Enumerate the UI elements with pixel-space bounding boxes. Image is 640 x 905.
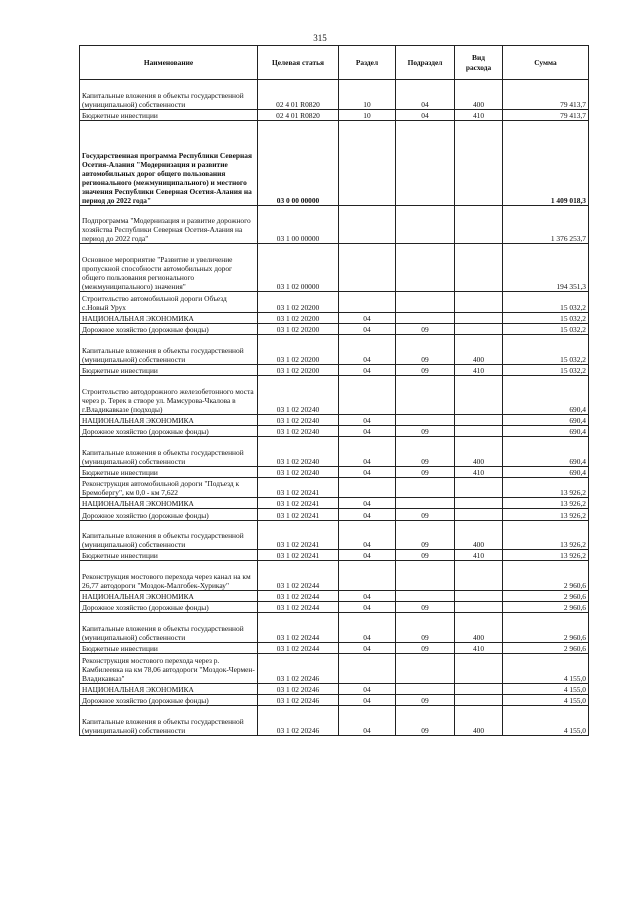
cell-article: 03 1 02 20240 — [258, 425, 339, 436]
cell-expense-type — [455, 477, 503, 497]
cell-article: 03 1 02 20200 — [258, 335, 339, 365]
cell-expense-type — [455, 561, 503, 591]
cell-section: 04 — [339, 466, 396, 477]
cell-section: 04 — [339, 683, 396, 694]
cell-subsection — [396, 414, 455, 425]
cell-name: Бюджетные инвестиции — [80, 364, 258, 375]
table-row — [80, 550, 589, 561]
table-row — [80, 683, 589, 694]
cell-section: 04 — [339, 414, 396, 425]
budget-table — [79, 45, 589, 736]
cell-article: 03 1 02 20200 — [258, 312, 339, 323]
cell-sum: 4 155,0 — [503, 654, 589, 684]
cell-sum: 13 926,2 — [503, 477, 589, 497]
cell-section — [339, 654, 396, 684]
cell-section — [339, 292, 396, 312]
cell-section: 04 — [339, 642, 396, 653]
cell-sum: 2 960,6 — [503, 642, 589, 653]
table-row — [80, 205, 589, 244]
cell-article: 03 1 02 20246 — [258, 654, 339, 684]
cell-expense-type: 400 — [455, 80, 503, 110]
cell-article: 03 1 02 20240 — [258, 375, 339, 414]
cell-article: 03 1 02 20244 — [258, 602, 339, 613]
table-row — [80, 244, 589, 292]
cell-subsection — [396, 683, 455, 694]
cell-article: 03 1 02 20200 — [258, 292, 339, 312]
cell-subsection — [396, 292, 455, 312]
cell-article: 03 1 02 00000 — [258, 244, 339, 292]
cell-article: 03 1 02 20246 — [258, 683, 339, 694]
cell-sum: 15 032,2 — [503, 323, 589, 334]
cell-section: 04 — [339, 520, 396, 550]
cell-name: Основное мероприятие "Развитие и увеличение пропускной способности автомобильных дорог общего пользования регионального (межмуниципального) значения" — [80, 244, 258, 292]
cell-sum: 4 155,0 — [503, 683, 589, 694]
table-row — [80, 509, 589, 520]
cell-expense-type: 400 — [455, 706, 503, 736]
cell-name: НАЦИОНАЛЬНАЯ ЭКОНОМИКА — [80, 414, 258, 425]
cell-expense-type — [455, 602, 503, 613]
cell-name: Бюджетные инвестиции — [80, 642, 258, 653]
cell-sum: 4 155,0 — [503, 694, 589, 705]
table-row — [80, 706, 589, 736]
cell-name: Капитальные вложения в объекты государственной (муниципальной) собственности — [80, 613, 258, 643]
cell-expense-type — [455, 375, 503, 414]
cell-name: Бюджетные инвестиции — [80, 109, 258, 120]
cell-name: Подпрограмма "Модернизация и развитие дорожного хозяйства Республики Северная Осетия-Алания на период до 2022 года" — [80, 205, 258, 244]
table-row — [80, 466, 589, 477]
table-row — [80, 437, 589, 467]
table-row — [80, 375, 589, 414]
cell-sum: 13 926,2 — [503, 550, 589, 561]
cell-sum: 1 409 018,3 — [503, 120, 589, 205]
table-row — [80, 602, 589, 613]
table-row — [80, 613, 589, 643]
table-row — [80, 654, 589, 684]
cell-section: 10 — [339, 109, 396, 120]
cell-section — [339, 244, 396, 292]
cell-article: 03 0 00 00000 — [258, 120, 339, 205]
cell-article: 03 1 02 20240 — [258, 414, 339, 425]
cell-article: 03 1 00 00000 — [258, 205, 339, 244]
cell-name: Реконструкция автомобильной дороги "Подъезд к Бремобергу", км 0,0 - км 7,622 — [80, 477, 258, 497]
cell-sum: 13 926,2 — [503, 498, 589, 509]
cell-name: Строительство автомобильной дороги Объезд с.Новый Урух — [80, 292, 258, 312]
cell-expense-type: 410 — [455, 550, 503, 561]
cell-subsection — [396, 498, 455, 509]
cell-sum: 2 960,6 — [503, 561, 589, 591]
cell-sum: 690,4 — [503, 466, 589, 477]
cell-subsection: 04 — [396, 109, 455, 120]
cell-name: Капитальные вложения в объекты государственной (муниципальной) собственности — [80, 706, 258, 736]
cell-article: 03 1 02 20241 — [258, 520, 339, 550]
table-row — [80, 498, 589, 509]
cell-name: НАЦИОНАЛЬНАЯ ЭКОНОМИКА — [80, 312, 258, 323]
cell-sum: 690,4 — [503, 414, 589, 425]
table-row — [80, 120, 589, 205]
cell-section: 04 — [339, 364, 396, 375]
cell-sum: 79 413,7 — [503, 109, 589, 120]
cell-expense-type — [455, 425, 503, 436]
header-sum: Сумма — [503, 46, 589, 80]
table-row — [80, 520, 589, 550]
cell-subsection — [396, 654, 455, 684]
cell-subsection: 09 — [396, 425, 455, 436]
cell-subsection: 09 — [396, 613, 455, 643]
cell-expense-type — [455, 292, 503, 312]
cell-article: 03 1 02 20200 — [258, 364, 339, 375]
cell-sum: 690,4 — [503, 437, 589, 467]
cell-section: 04 — [339, 425, 396, 436]
cell-subsection — [396, 561, 455, 591]
cell-sum: 2 960,6 — [503, 602, 589, 613]
cell-sum: 15 032,2 — [503, 364, 589, 375]
cell-article: 03 1 02 20241 — [258, 509, 339, 520]
cell-name: Капитальные вложения в объекты государственной (муниципальной) собственности — [80, 437, 258, 467]
cell-expense-type: 400 — [455, 437, 503, 467]
cell-expense-type — [455, 312, 503, 323]
cell-subsection: 09 — [396, 509, 455, 520]
cell-article: 02 4 01 R0820 — [258, 109, 339, 120]
cell-article: 03 1 02 20244 — [258, 642, 339, 653]
cell-subsection: 09 — [396, 520, 455, 550]
header-subsection: Подраздел — [396, 46, 455, 80]
cell-sum: 1 376 253,7 — [503, 205, 589, 244]
cell-section: 10 — [339, 80, 396, 110]
cell-sum: 2 960,6 — [503, 613, 589, 643]
cell-name: Государственная программа Республики Северная Осетия-Алания "Модернизация и развитие автомобильных дорог общего пользования регионального (межмуниципального) и местного значения Республики Северная Осетия-Алания на период до 2022 года" — [80, 120, 258, 205]
cell-expense-type: 410 — [455, 364, 503, 375]
page-number: 315 — [313, 33, 327, 43]
table-row — [80, 694, 589, 705]
cell-subsection: 04 — [396, 80, 455, 110]
cell-expense-type: 400 — [455, 520, 503, 550]
cell-subsection: 09 — [396, 335, 455, 365]
table-row — [80, 591, 589, 602]
cell-sum: 15 032,2 — [503, 335, 589, 365]
cell-section: 04 — [339, 323, 396, 334]
table-row — [80, 642, 589, 653]
cell-name: Реконструкция мостового перехода через р. Камбилеевка на км 78,06 автодороги "Моздок-Чермен-Владикавказ" — [80, 654, 258, 684]
cell-subsection: 09 — [396, 466, 455, 477]
cell-article: 03 1 02 20244 — [258, 561, 339, 591]
cell-name: Бюджетные инвестиции — [80, 466, 258, 477]
cell-section — [339, 477, 396, 497]
cell-section: 04 — [339, 591, 396, 602]
cell-expense-type — [455, 323, 503, 334]
cell-name: Капитальные вложения в объекты государственной (муниципальной) собственности — [80, 520, 258, 550]
cell-subsection — [396, 244, 455, 292]
cell-subsection: 09 — [396, 364, 455, 375]
cell-name: НАЦИОНАЛЬНАЯ ЭКОНОМИКА — [80, 591, 258, 602]
table-row — [80, 323, 589, 334]
cell-name: Строительство автодорожного железобетонного моста через р. Терек в створе ул. Мамсурова-Чкалова в г.Владикавказе (подходы) — [80, 375, 258, 414]
cell-section: 04 — [339, 312, 396, 323]
cell-article: 03 1 02 20241 — [258, 550, 339, 561]
cell-section: 04 — [339, 509, 396, 520]
cell-article: 03 1 02 20244 — [258, 591, 339, 602]
cell-article: 02 4 01 R0820 — [258, 80, 339, 110]
cell-expense-type — [455, 498, 503, 509]
cell-expense-type: 410 — [455, 466, 503, 477]
cell-subsection: 09 — [396, 642, 455, 653]
table-row — [80, 312, 589, 323]
cell-article: 03 1 02 20240 — [258, 466, 339, 477]
cell-expense-type: 400 — [455, 335, 503, 365]
cell-subsection — [396, 375, 455, 414]
cell-subsection — [396, 591, 455, 602]
cell-expense-type: 400 — [455, 613, 503, 643]
table-row — [80, 80, 589, 110]
cell-sum: 15 032,2 — [503, 312, 589, 323]
table-row — [80, 414, 589, 425]
cell-section — [339, 375, 396, 414]
cell-subsection — [396, 205, 455, 244]
cell-sum: 690,4 — [503, 425, 589, 436]
cell-section: 04 — [339, 602, 396, 613]
table-header-row — [80, 46, 589, 80]
cell-name: Капитальные вложения в объекты государственной (муниципальной) собственности — [80, 80, 258, 110]
cell-sum: 690,4 — [503, 375, 589, 414]
cell-name: Дорожное хозяйство (дорожные фонды) — [80, 323, 258, 334]
cell-expense-type — [455, 120, 503, 205]
table-row — [80, 109, 589, 120]
cell-article: 03 1 02 20241 — [258, 477, 339, 497]
cell-subsection: 09 — [396, 706, 455, 736]
cell-name: НАЦИОНАЛЬНАЯ ЭКОНОМИКА — [80, 498, 258, 509]
cell-expense-type — [455, 244, 503, 292]
cell-expense-type — [455, 654, 503, 684]
table-row — [80, 477, 589, 497]
cell-sum: 4 155,0 — [503, 706, 589, 736]
cell-name: Дорожное хозяйство (дорожные фонды) — [80, 602, 258, 613]
cell-subsection: 09 — [396, 694, 455, 705]
cell-article: 03 1 02 20246 — [258, 706, 339, 736]
cell-subsection — [396, 120, 455, 205]
cell-sum: 2 960,6 — [503, 591, 589, 602]
cell-section — [339, 120, 396, 205]
cell-section — [339, 205, 396, 244]
table-body — [80, 80, 589, 736]
table-row — [80, 292, 589, 312]
table-row — [80, 425, 589, 436]
header-name: Наименование — [80, 46, 258, 80]
cell-name: Дорожное хозяйство (дорожные фонды) — [80, 694, 258, 705]
cell-sum: 13 926,2 — [503, 520, 589, 550]
cell-expense-type — [455, 205, 503, 244]
cell-expense-type — [455, 414, 503, 425]
cell-expense-type — [455, 683, 503, 694]
cell-name: НАЦИОНАЛЬНАЯ ЭКОНОМИКА — [80, 683, 258, 694]
cell-article: 03 1 02 20241 — [258, 498, 339, 509]
cell-article: 03 1 02 20240 — [258, 437, 339, 467]
cell-name: Капитальные вложения в объекты государственной (муниципальной) собственности — [80, 335, 258, 365]
cell-article: 03 1 02 20244 — [258, 613, 339, 643]
cell-sum: 13 926,2 — [503, 509, 589, 520]
table-row — [80, 335, 589, 365]
cell-name: Дорожное хозяйство (дорожные фонды) — [80, 425, 258, 436]
cell-subsection — [396, 477, 455, 497]
cell-section: 04 — [339, 613, 396, 643]
table-row — [80, 364, 589, 375]
cell-name: Реконструкция мостового перехода через канал на км 26,77 автодороги "Моздок-Малгобек-Хурикау" — [80, 561, 258, 591]
cell-article: 03 1 02 20200 — [258, 323, 339, 334]
cell-subsection — [396, 312, 455, 323]
cell-section: 04 — [339, 550, 396, 561]
cell-expense-type: 410 — [455, 642, 503, 653]
cell-section: 04 — [339, 437, 396, 467]
cell-subsection: 09 — [396, 550, 455, 561]
cell-subsection: 09 — [396, 602, 455, 613]
header-section: Раздел — [339, 46, 396, 80]
header-article: Целевая статья — [258, 46, 339, 80]
cell-expense-type: 410 — [455, 109, 503, 120]
cell-sum: 79 413,7 — [503, 80, 589, 110]
cell-expense-type — [455, 591, 503, 602]
cell-section: 04 — [339, 694, 396, 705]
cell-article: 03 1 02 20246 — [258, 694, 339, 705]
cell-section — [339, 561, 396, 591]
header-expense-type: Вид расхода — [455, 46, 503, 80]
cell-subsection: 09 — [396, 437, 455, 467]
cell-sum: 194 351,3 — [503, 244, 589, 292]
cell-expense-type — [455, 694, 503, 705]
cell-name: Дорожное хозяйство (дорожные фонды) — [80, 509, 258, 520]
cell-name: Бюджетные инвестиции — [80, 550, 258, 561]
cell-section: 04 — [339, 498, 396, 509]
cell-subsection: 09 — [396, 323, 455, 334]
cell-sum: 15 032,2 — [503, 292, 589, 312]
cell-section: 04 — [339, 335, 396, 365]
cell-section: 04 — [339, 706, 396, 736]
table-row — [80, 561, 589, 591]
cell-expense-type — [455, 509, 503, 520]
